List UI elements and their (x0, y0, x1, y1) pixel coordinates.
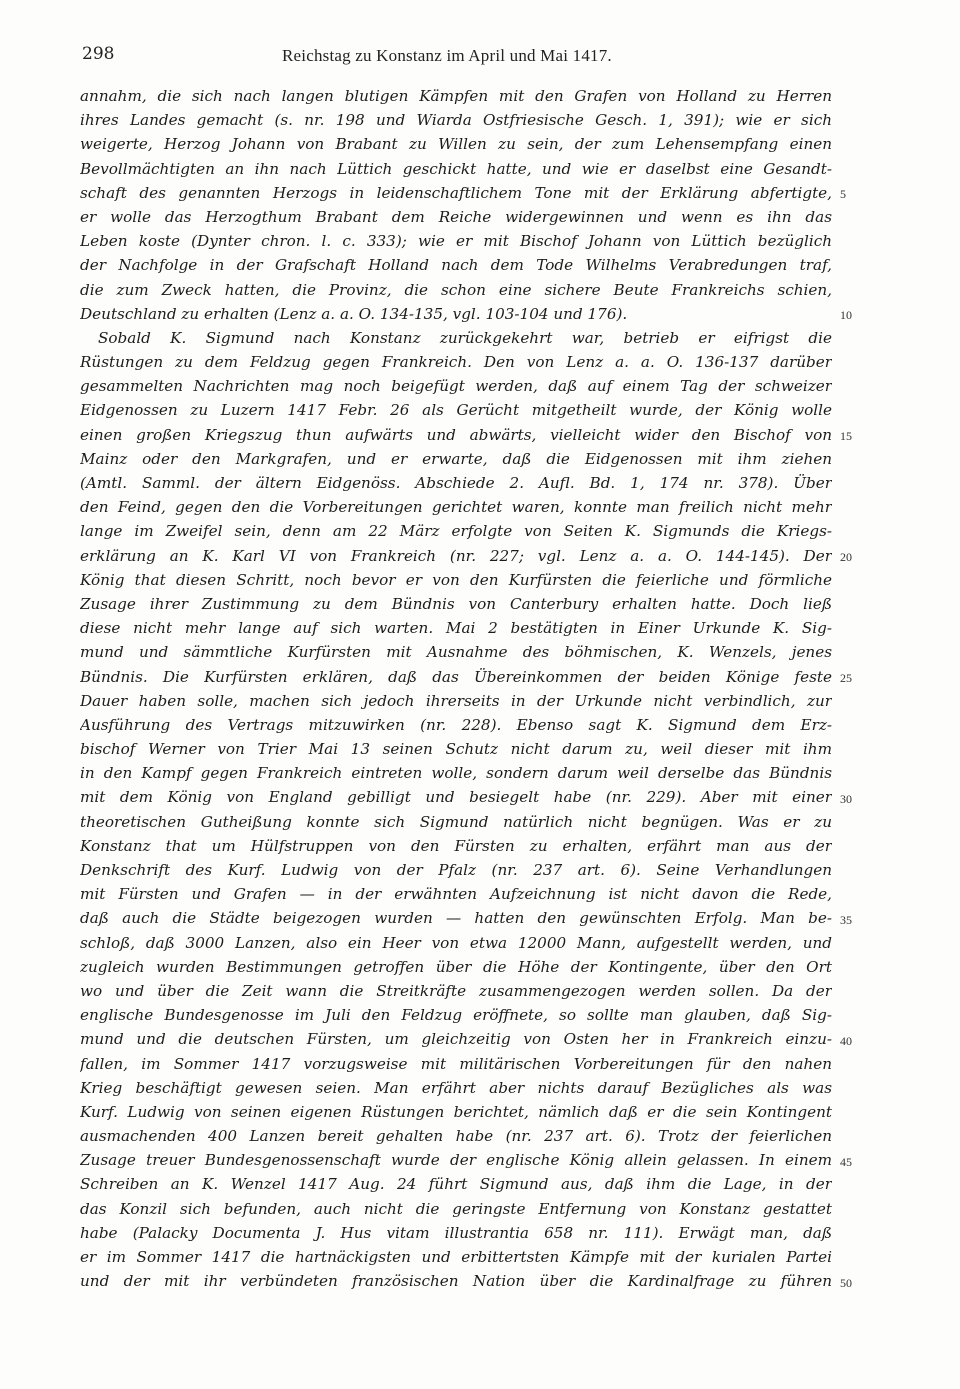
text-line: diese nicht mehr lange auf sich warten. Mai 2 bestätigten in Einer Urkunde K. Sig- (80, 619, 832, 638)
text-line: (Amtl. Samml. der ältern Eidgenöss. Abschiede 2. Aufl. Bd. 1, 174 nr. 378). Über (80, 474, 832, 492)
text-line: Leben koste (Dynter chron. l. c. 333); wie er mit Bischof Johann von Lüttich bezüglich (80, 232, 832, 251)
text-line: Ausführung des Vertrags mitzuwirken (nr. 228). Ebenso sagt K. Sigmund dem Erz- (80, 715, 832, 734)
text-line: weigerte, Herzog Johann von Brabant zu Willen zu sein, der zum Lehensempfang einen (80, 135, 832, 154)
margin-line-number: 15 (840, 428, 852, 443)
text-line: der Nachfolge in der Grafschaft Holland nach dem Tode Wilhelms Verabredungen traf, (80, 256, 832, 275)
text-line: mit Fürsten und Grafen — in der erwähnten Aufzeichnung ist nicht davon die Rede, (80, 885, 832, 904)
text-line: ihres Landes gemacht (s. nr. 198 und Wiarda Ostfriesische Gesch. 1, 391); wie er sich (80, 111, 832, 130)
text-line: Deutschland zu erhalten (Lenz a. a. O. 134-135, vgl. 103-104 und 176). (80, 304, 628, 323)
margin-line-number: 25 (840, 670, 852, 685)
text-line: Mainz oder den Markgrafen, und er erwarte, daß die Eidgenossen mit ihm ziehen (80, 449, 832, 468)
margin-line-number: 35 (840, 912, 852, 927)
text-line: habe (Palacky Documenta J. Hus vitam illustrantia 658 nr. 111). Erwägt man, daß (80, 1223, 832, 1242)
text-line: mit dem König von England gebilligt und besiegelt habe (nr. 229). Aber mit einer (80, 788, 832, 807)
text-line: schloß, daß 3000 Lanzen, also ein Heer von etwa 12000 Mann, aufgestellt werden, und (80, 933, 832, 952)
text-line: schaft des genannten Herzogs in leidenschaftlichem Tone mit der Erklärung abfertigte, (80, 183, 832, 202)
text-line: Denkschrift des Kurf. Ludwig von der Pfalz (nr. 237 art. 6). Seine Verhandlungen (80, 861, 832, 879)
text-line: König that diesen Schritt, noch bevor er von den Kurfürsten die feierliche und förmliche (80, 570, 832, 589)
text-line: Dauer haben solle, machen sich jedoch ihrerseits in der Urkunde nicht verbindlich, zur (80, 691, 832, 710)
text-line: die zum Zweck hatten, die Provinz, die schon eine sichere Beute Frankreichs schien, (80, 280, 832, 299)
text-line: fallen, im Sommer 1417 vorzugsweise mit militärischen Vorbereitungen für den nahen (80, 1054, 832, 1073)
text-line: Sobald K. Sigmund nach Konstanz zurückgekehrt war, betrieb er eifrigst die (98, 328, 832, 347)
text-line: Krieg beschäftigt gewesen seien. Man erfährt aber nichts darauf Bezügliches als was (80, 1078, 832, 1097)
text-line: Eidgenossen zu Luzern 1417 Febr. 26 als Gerücht mitgetheilt wurde, der König wolle (80, 401, 832, 420)
text-line: mund und sämmtliche Kurfürsten mit Ausnahme des böhmischen, K. Wenzels, jenes (80, 643, 832, 662)
margin-line-number: 20 (840, 549, 852, 564)
text-line: Bündnis. Die Kurfürsten erklären, daß das Übereinkommen der beiden Könige feste (80, 667, 832, 686)
margin-line-number: 45 (840, 1154, 852, 1169)
text-line: er wolle das Herzogthum Brabant dem Reiche widergewinnen und wenn es ihn das (80, 207, 832, 226)
text-line: mund und die deutschen Fürsten, um gleichzeitig von Osten her in Frankreich einzu- (80, 1030, 832, 1049)
text-line: in den Kampf gegen Frankreich eintreten wolle, sondern darum weil derselbe das Bündnis (80, 764, 832, 783)
running-head: Reichstag zu Konstanz im April und Mai 1417. (282, 46, 612, 65)
text-line: englische Bundesgenosse im Juli den Feldzug eröffnete, so sollte man glauben, daß Sig- (80, 1006, 832, 1025)
text-line: wo und über die Zeit wann die Streitkräfte zusammengezogen werden sollen. Da der (80, 981, 832, 1000)
page-number: 298 (82, 44, 115, 64)
text-line: lange im Zweifel sein, denn am 22 März erfolgte von Seiten K. Sigmunds die Kriegs- (80, 522, 832, 541)
margin-line-number: 10 (840, 307, 852, 322)
text-line: Konstanz that um Hülfstruppen von den Fürsten zu erhalten, erfährt man aus der (80, 836, 832, 855)
text-line: Schreiben an K. Wenzel 1417 Aug. 24 führt Sigmund aus, daß ihm die Lage, in der (80, 1175, 832, 1194)
text-line: einen großen Kriegszug thun aufwärts und abwärts, vielleicht wider den Bischof von (80, 425, 832, 444)
text-line: Kurf. Ludwig von seinen eigenen Rüstungen berichtet, nämlich daß er die sein Kontingent (80, 1102, 832, 1121)
text-line: den Feind, gegen den die Vorbereitungen gerichtet waren, konnte man freilich nicht mehr (80, 498, 832, 517)
text-line: ausmachenden 400 Lanzen bereit gehalten habe (nr. 237 art. 6). Trotz der feierlichen (80, 1127, 832, 1146)
text-line: daß auch die Städte beigezogen wurden — hatten den gewünschten Erfolg. Man be- (80, 909, 832, 928)
margin-line-number: 40 (840, 1033, 852, 1048)
margin-line-number: 50 (840, 1275, 852, 1290)
margin-line-number: 30 (840, 791, 852, 806)
text-line: theoretischen Gutheißung konnte sich Sigmund natürlich nicht begnügen. Was er zu (80, 812, 832, 831)
text-line: Zusage treuer Bundesgenossenschaft wurde der englische König allein gelassen. In einem (80, 1151, 832, 1170)
text-line: erklärung an K. Karl VI von Frankreich (nr. 227; vgl. Lenz a. a. O. 144-145). Der (80, 546, 832, 565)
text-line: das Konzil sich befunden, auch nicht die geringste Entfernung von Konstanz gestattet (80, 1199, 832, 1218)
text-line: annahm, die sich nach langen blutigen Kämpfen mit den Grafen von Holland zu Herren (80, 87, 832, 105)
text-line: Rüstungen zu dem Feldzug gegen Frankreich. Den von Lenz a. a. O. 136-137 darüber (80, 353, 832, 372)
body-text (80, 84, 832, 1293)
text-line: er im Sommer 1417 die hartnäckigsten und erbittertsten Kämpfe mit der kurialen Partei (80, 1248, 832, 1266)
margin-line-number: 5 (840, 186, 846, 201)
text-line: und der mit ihr verbündeten französischen Nation über die Kardinalfrage zu führen (80, 1272, 832, 1291)
text-line: Zusage ihrer Zustimmung zu dem Bündnis von Canterbury erhalten hatte. Doch ließ (80, 594, 832, 613)
text-line: zugleich wurden Bestimmungen getroffen über die Höhe der Kontingente, über den Ort (80, 957, 832, 976)
text-line: Bevollmächtigten an ihn nach Lüttich geschickt hatte, und wie er daselbst eine Gesandt- (80, 159, 832, 178)
text-line: gesammelten Nachrichten mag noch beigefügt werden, daß auf einem Tag der schweizer (80, 377, 832, 396)
text-line: bischof Werner von Trier Mai 13 seinen Schutz nicht darum zu, weil dieser mit ihm (80, 740, 832, 759)
